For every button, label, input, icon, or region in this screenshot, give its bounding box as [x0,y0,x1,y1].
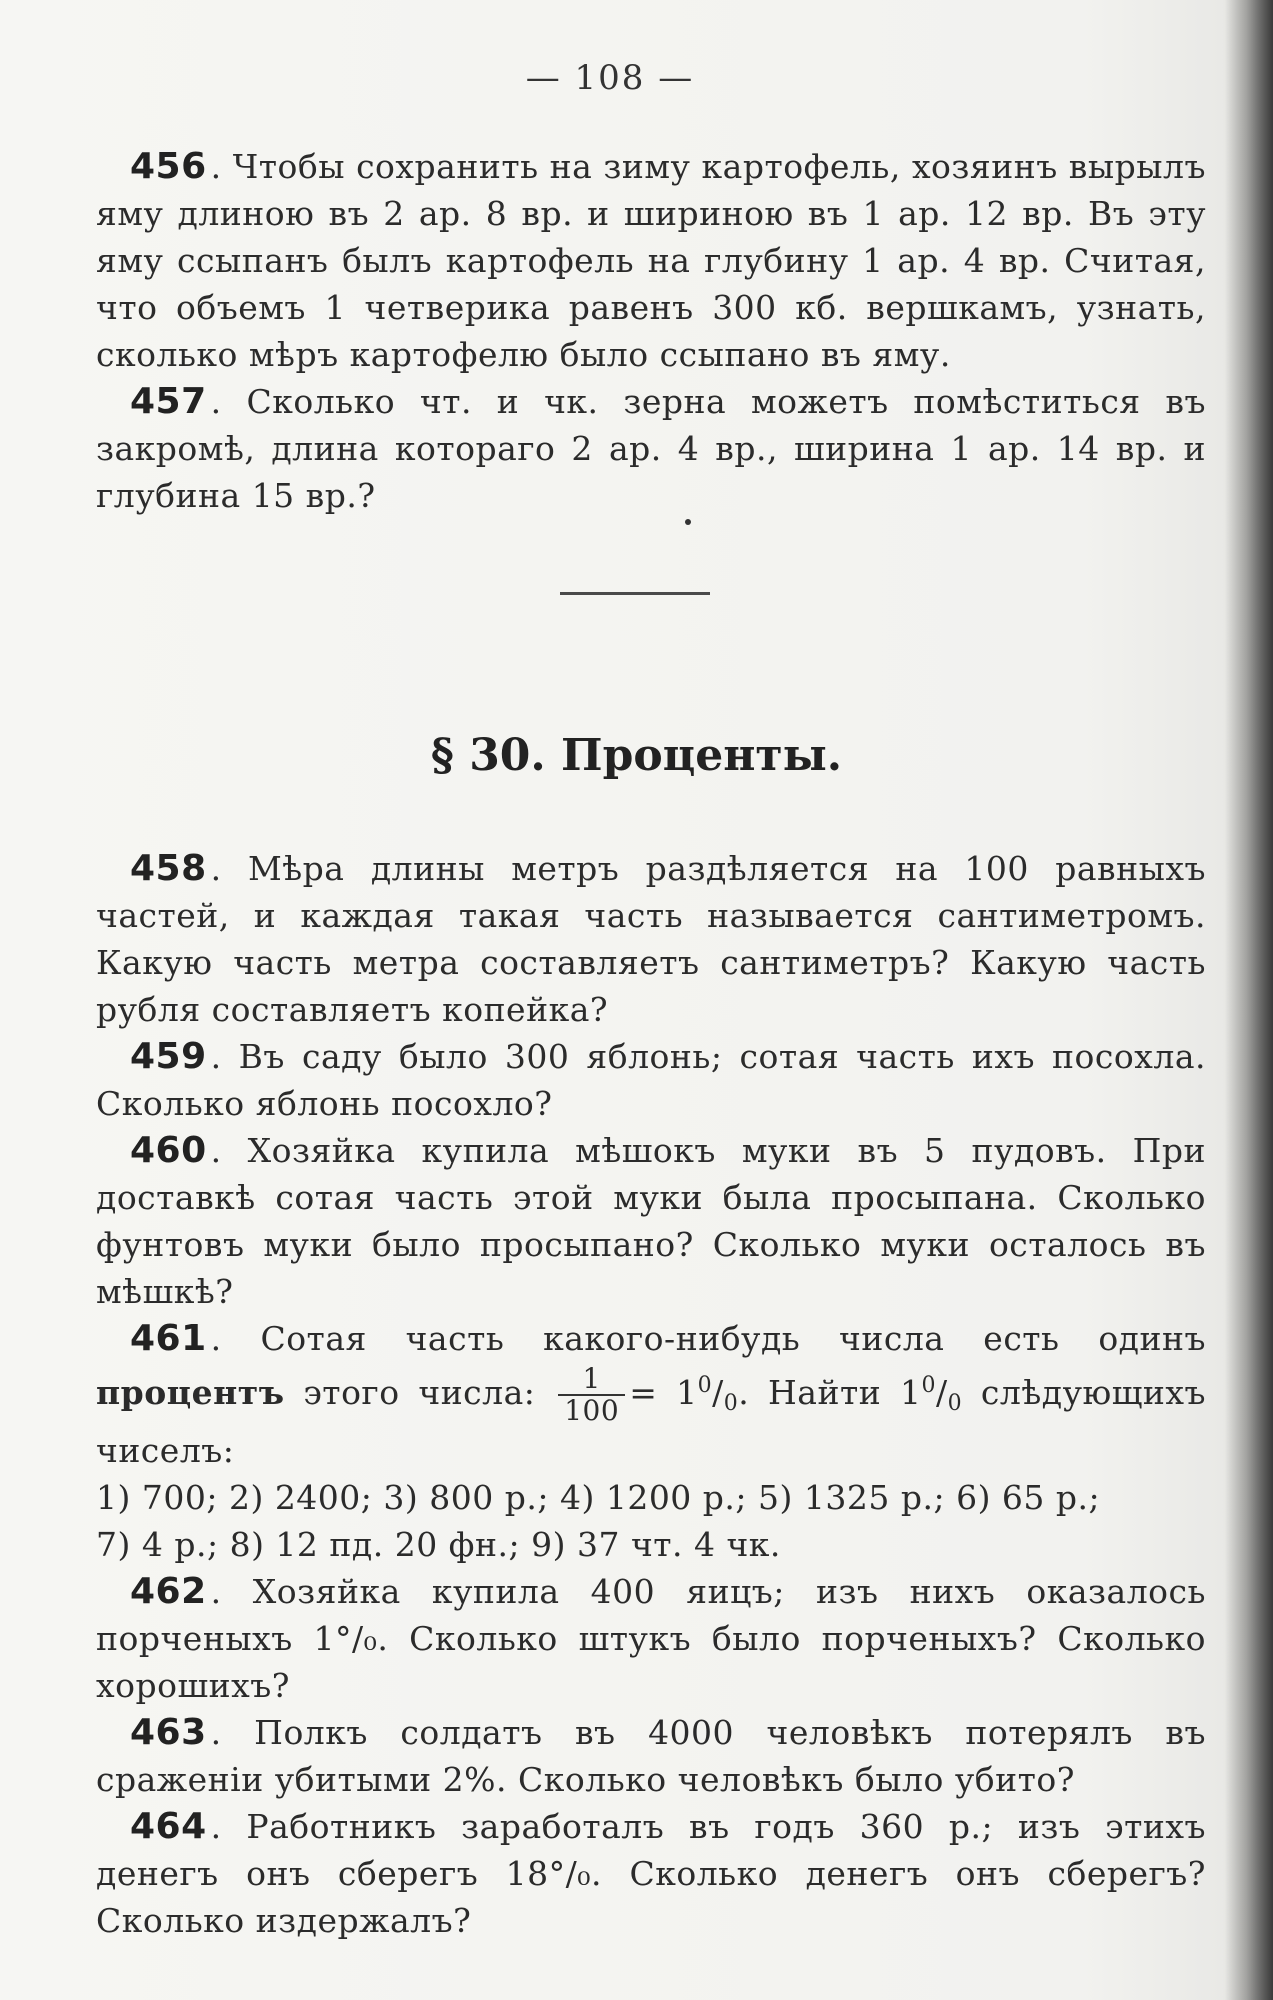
problem-number: 463 [130,1712,207,1753]
problem-459 [96,1033,1206,1127]
percent-sup: 0 [697,1373,713,1398]
fraction-denominator: 100 [564,1394,620,1427]
percent-sub: 0 [947,1391,963,1416]
problem-text: . Найти 1 [738,1373,922,1412]
problem-number: 457 [130,381,207,422]
separator-rule [560,592,710,595]
problems-bottom [96,845,1206,1944]
problem-456 [96,143,1206,378]
problem-text: . Хозяйка купила мѣшокъ муки въ 5 пудовъ. При доставкѣ сотая часть этой муки была просыпана. Сколько фунтовъ муки было просыпано? Сколько муки осталось въ мѣшкѣ? [96,1131,1206,1311]
stray-dot [685,519,691,525]
problem-462 [96,1568,1206,1709]
percent-sub: 0 [723,1391,739,1416]
problem-461: 461 . Сотая часть какого-нибудь числа есть одинъ процентъ этого числа: $\frac{1}{100}$ = $1^0/_0$. Найти $1^0/_0$ слѣдующихъ чиселъ: 1) 700; 2) 2400; 3) 800 р.; 4) 1200 р.; 5) 1325 р.; 6) 65 р.; 7) 4 р.; 8) 12 пд. 20 фн.; 9) 37 чт. 4 чк. [96,1315,1206,1568]
problem-number: 458 [130,848,207,889]
problem-text: . Полкъ солдатъ въ 4000 человѣкъ потерялъ въ сраженіи убитыми 2%. Сколько человѣкъ было убито? [96,1713,1206,1799]
problem-number: 461 [130,1318,207,1359]
percent-sup: 0 [921,1373,936,1398]
problem-number: 459 [130,1036,207,1077]
problem-457 [96,378,1206,519]
problem-text: . Сотая часть какого-нибудь числа есть одинъ [210,1319,1206,1358]
page-edge-shadow [1225,0,1273,2000]
problem-number: 456 [130,146,207,187]
page-number: — 108 — [525,58,695,98]
problem-text: . Чтобы сохранить на зиму картофель, хозяинъ вырылъ яму длиною въ 2 ар. 8 вр. и шириною въ 1 ар. 12 вр. Въ эту яму ссыпанъ былъ картофель на глубину 1 ар. 4 вр. Считая, что объемъ 1 четверика равенъ 300 кб. вершкамъ, узнать, сколько мѣръ картофелю было ссыпано въ яму. [96,147,1206,374]
problem-number: 464 [130,1806,207,1847]
problem-460 [96,1127,1206,1315]
problem-text: . Хозяйка купила 400 яицъ; изъ нихъ оказалось порченыхъ 1°/₀. Сколько штукъ было порченыхъ? Сколько хорошихъ? [96,1572,1206,1705]
fraction [558,1364,625,1426]
problem-464 [96,1803,1206,1944]
problem-text: слѣдующихъ чиселъ: [96,1373,1207,1470]
problem-463 [96,1709,1206,1803]
problem-text: . Сколько чт. и чк. зерна можетъ помѣститься въ закромѣ, длина котораго 2 ар. 4 вр., ширина 1 ар. 14 вр. и глубина 15 вр.? [96,382,1206,515]
number-list-line: 7) 4 р.; 8) 12 пд. 20 фн.; 9) 37 чт. 4 чк. [96,1525,781,1564]
number-list-line: 1) 700; 2) 2400; 3) 800 р.; 4) 1200 р.; 5) 1325 р.; 6) 65 р.; [96,1478,1101,1517]
problem-458 [96,845,1206,1033]
section-title: § 30. Проценты. [430,730,843,781]
bold-term: процентъ [96,1373,285,1412]
problems-top [96,143,1206,519]
problem-number: 462 [130,1571,207,1612]
fraction-numerator: 1 [558,1364,625,1396]
problem-text: . Въ саду было 300 яблонь; сотая часть ихъ посохла. Сколько яблонь посохло? [96,1037,1206,1123]
problem-number: 460 [130,1130,207,1171]
problem-text: . Работникъ заработалъ въ годъ 360 р.; изъ этихъ денегъ онъ сберегъ 18°/₀. Сколько денегъ онъ сберегъ? Сколько издержалъ? [96,1807,1206,1940]
problem-text: этого числа: [303,1373,536,1412]
problem-text: = 1 [629,1373,698,1412]
problem-text: . Мѣра длины метръ раздѣляется на 100 равныхъ частей, и каждая такая часть называется сантиметромъ. Какую часть метра составляетъ сантиметръ? Какую часть рубля составляетъ копейка? [96,849,1206,1029]
